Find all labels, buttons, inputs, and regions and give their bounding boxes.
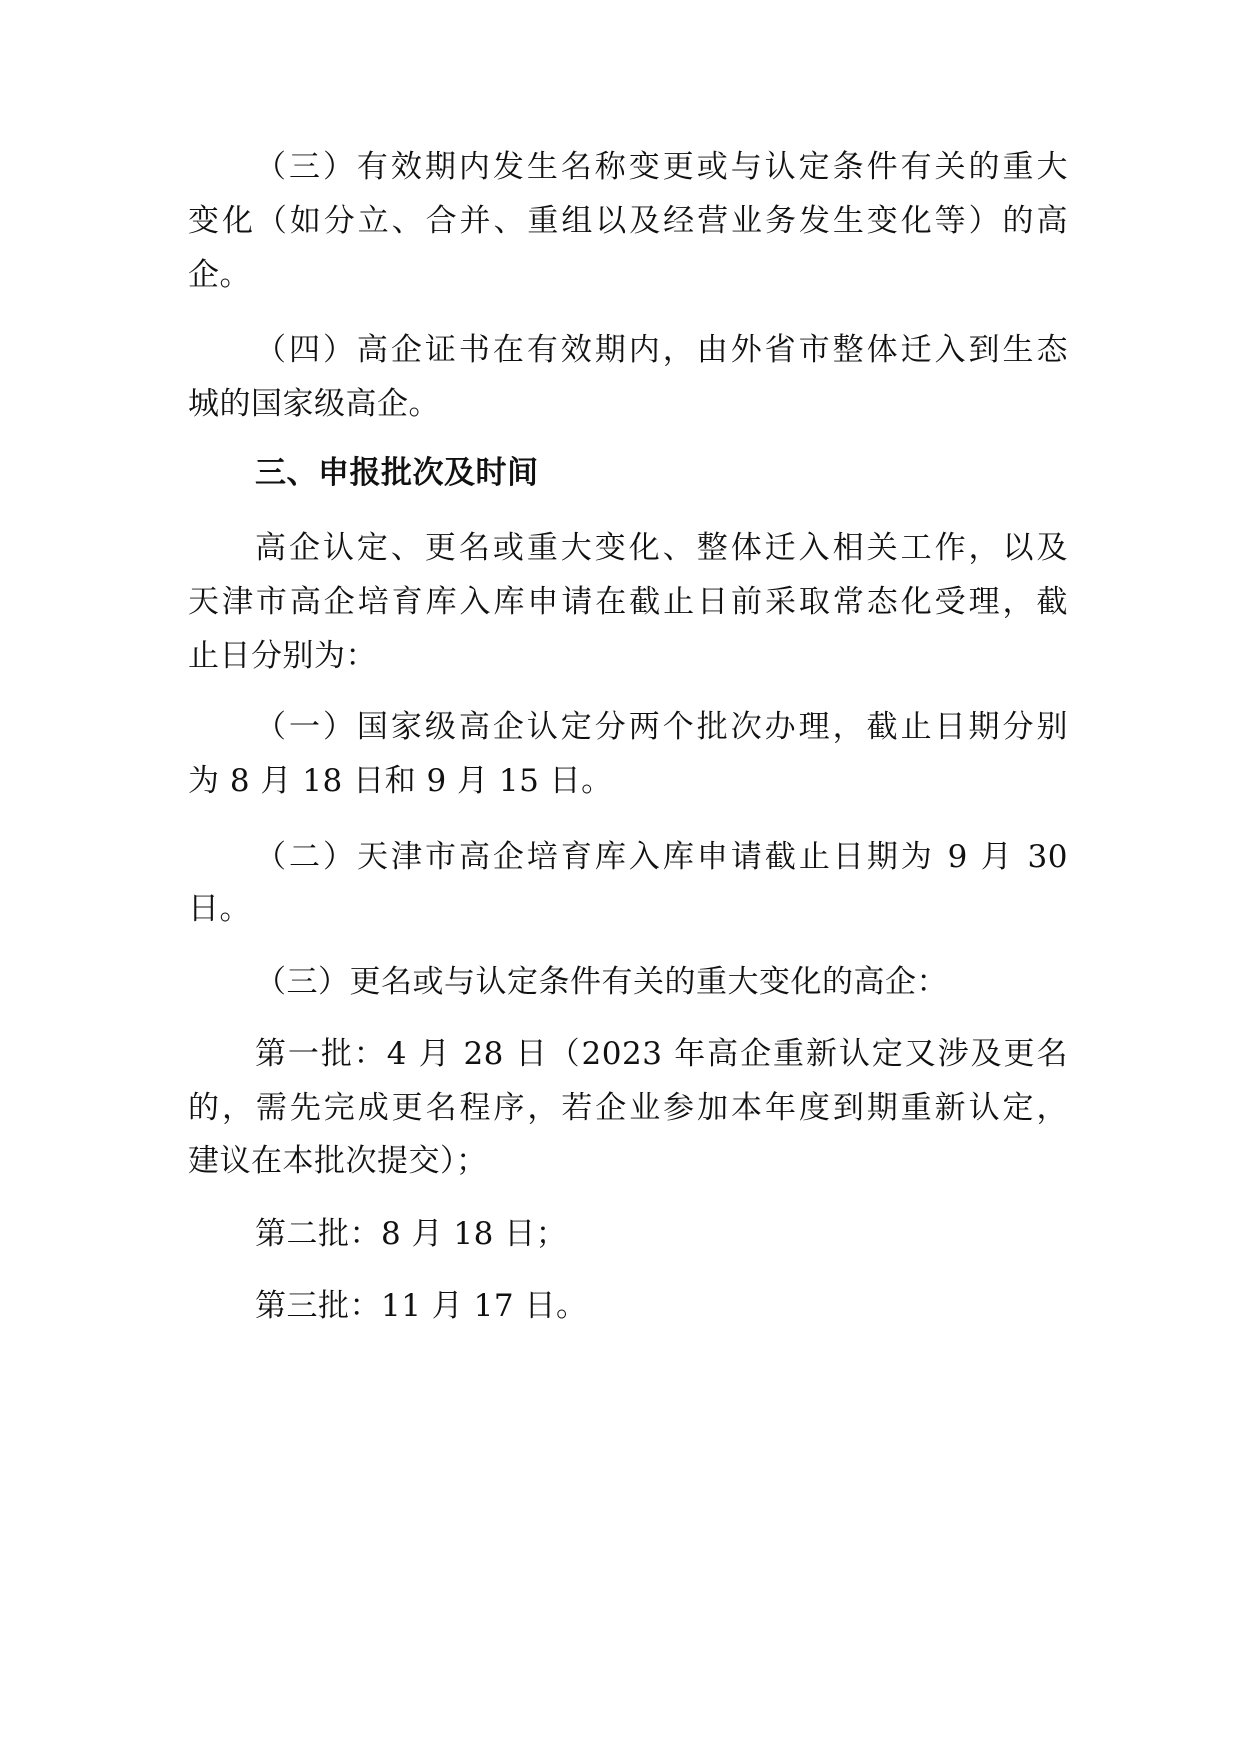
batch-3-line: 第三批：11 月 17 日。 xyxy=(255,1288,588,1324)
item-2-line-1: （二）天津市高企培育库入库申请截止日期为 9 月 30 xyxy=(255,839,1068,875)
paragraph-relocation-line-2: 城的国家级高企。 xyxy=(188,386,440,422)
paragraph-change-line-2: 变化（如分立、合并、重组以及经营业务发生变化等）的高 xyxy=(188,203,1068,239)
item-1-line-1: （一）国家级高企认定分两个批次办理，截止日期分别 xyxy=(255,709,1068,745)
intro-line-1: 高企认定、更名或重大变化、整体迁入相关工作，以及 xyxy=(255,530,1068,566)
paragraph-change-line-1: （三）有效期内发生名称变更或与认定条件有关的重大 xyxy=(255,149,1068,185)
batch-2-line: 第二批：8 月 18 日； xyxy=(255,1216,568,1252)
item-1-line-2: 为 8 月 18 日和 9 月 15 日。 xyxy=(188,763,613,799)
paragraph-change-line-3: 企。 xyxy=(188,257,251,293)
intro-line-3: 止日分别为： xyxy=(188,638,377,674)
paragraph-relocation-line-1: （四）高企证书在有效期内，由外省市整体迁入到生态 xyxy=(255,332,1068,368)
section-heading: 三、申报批次及时间 xyxy=(255,455,539,491)
batch-1-line-2: 的，需先完成更名程序，若企业参加本年度到期重新认定， xyxy=(188,1090,1068,1126)
batch-1-line-1: 第一批：4 月 28 日（2023 年高企重新认定又涉及更名 xyxy=(255,1036,1068,1072)
intro-line-2: 天津市高企培育库入库申请在截止日前采取常态化受理，截 xyxy=(188,584,1068,620)
item-3-line-1: （三）更名或与认定条件有关的重大变化的高企： xyxy=(255,964,948,1000)
batch-1-line-3: 建议在本批次提交）； xyxy=(188,1143,488,1179)
item-2-line-2: 日。 xyxy=(188,891,251,927)
